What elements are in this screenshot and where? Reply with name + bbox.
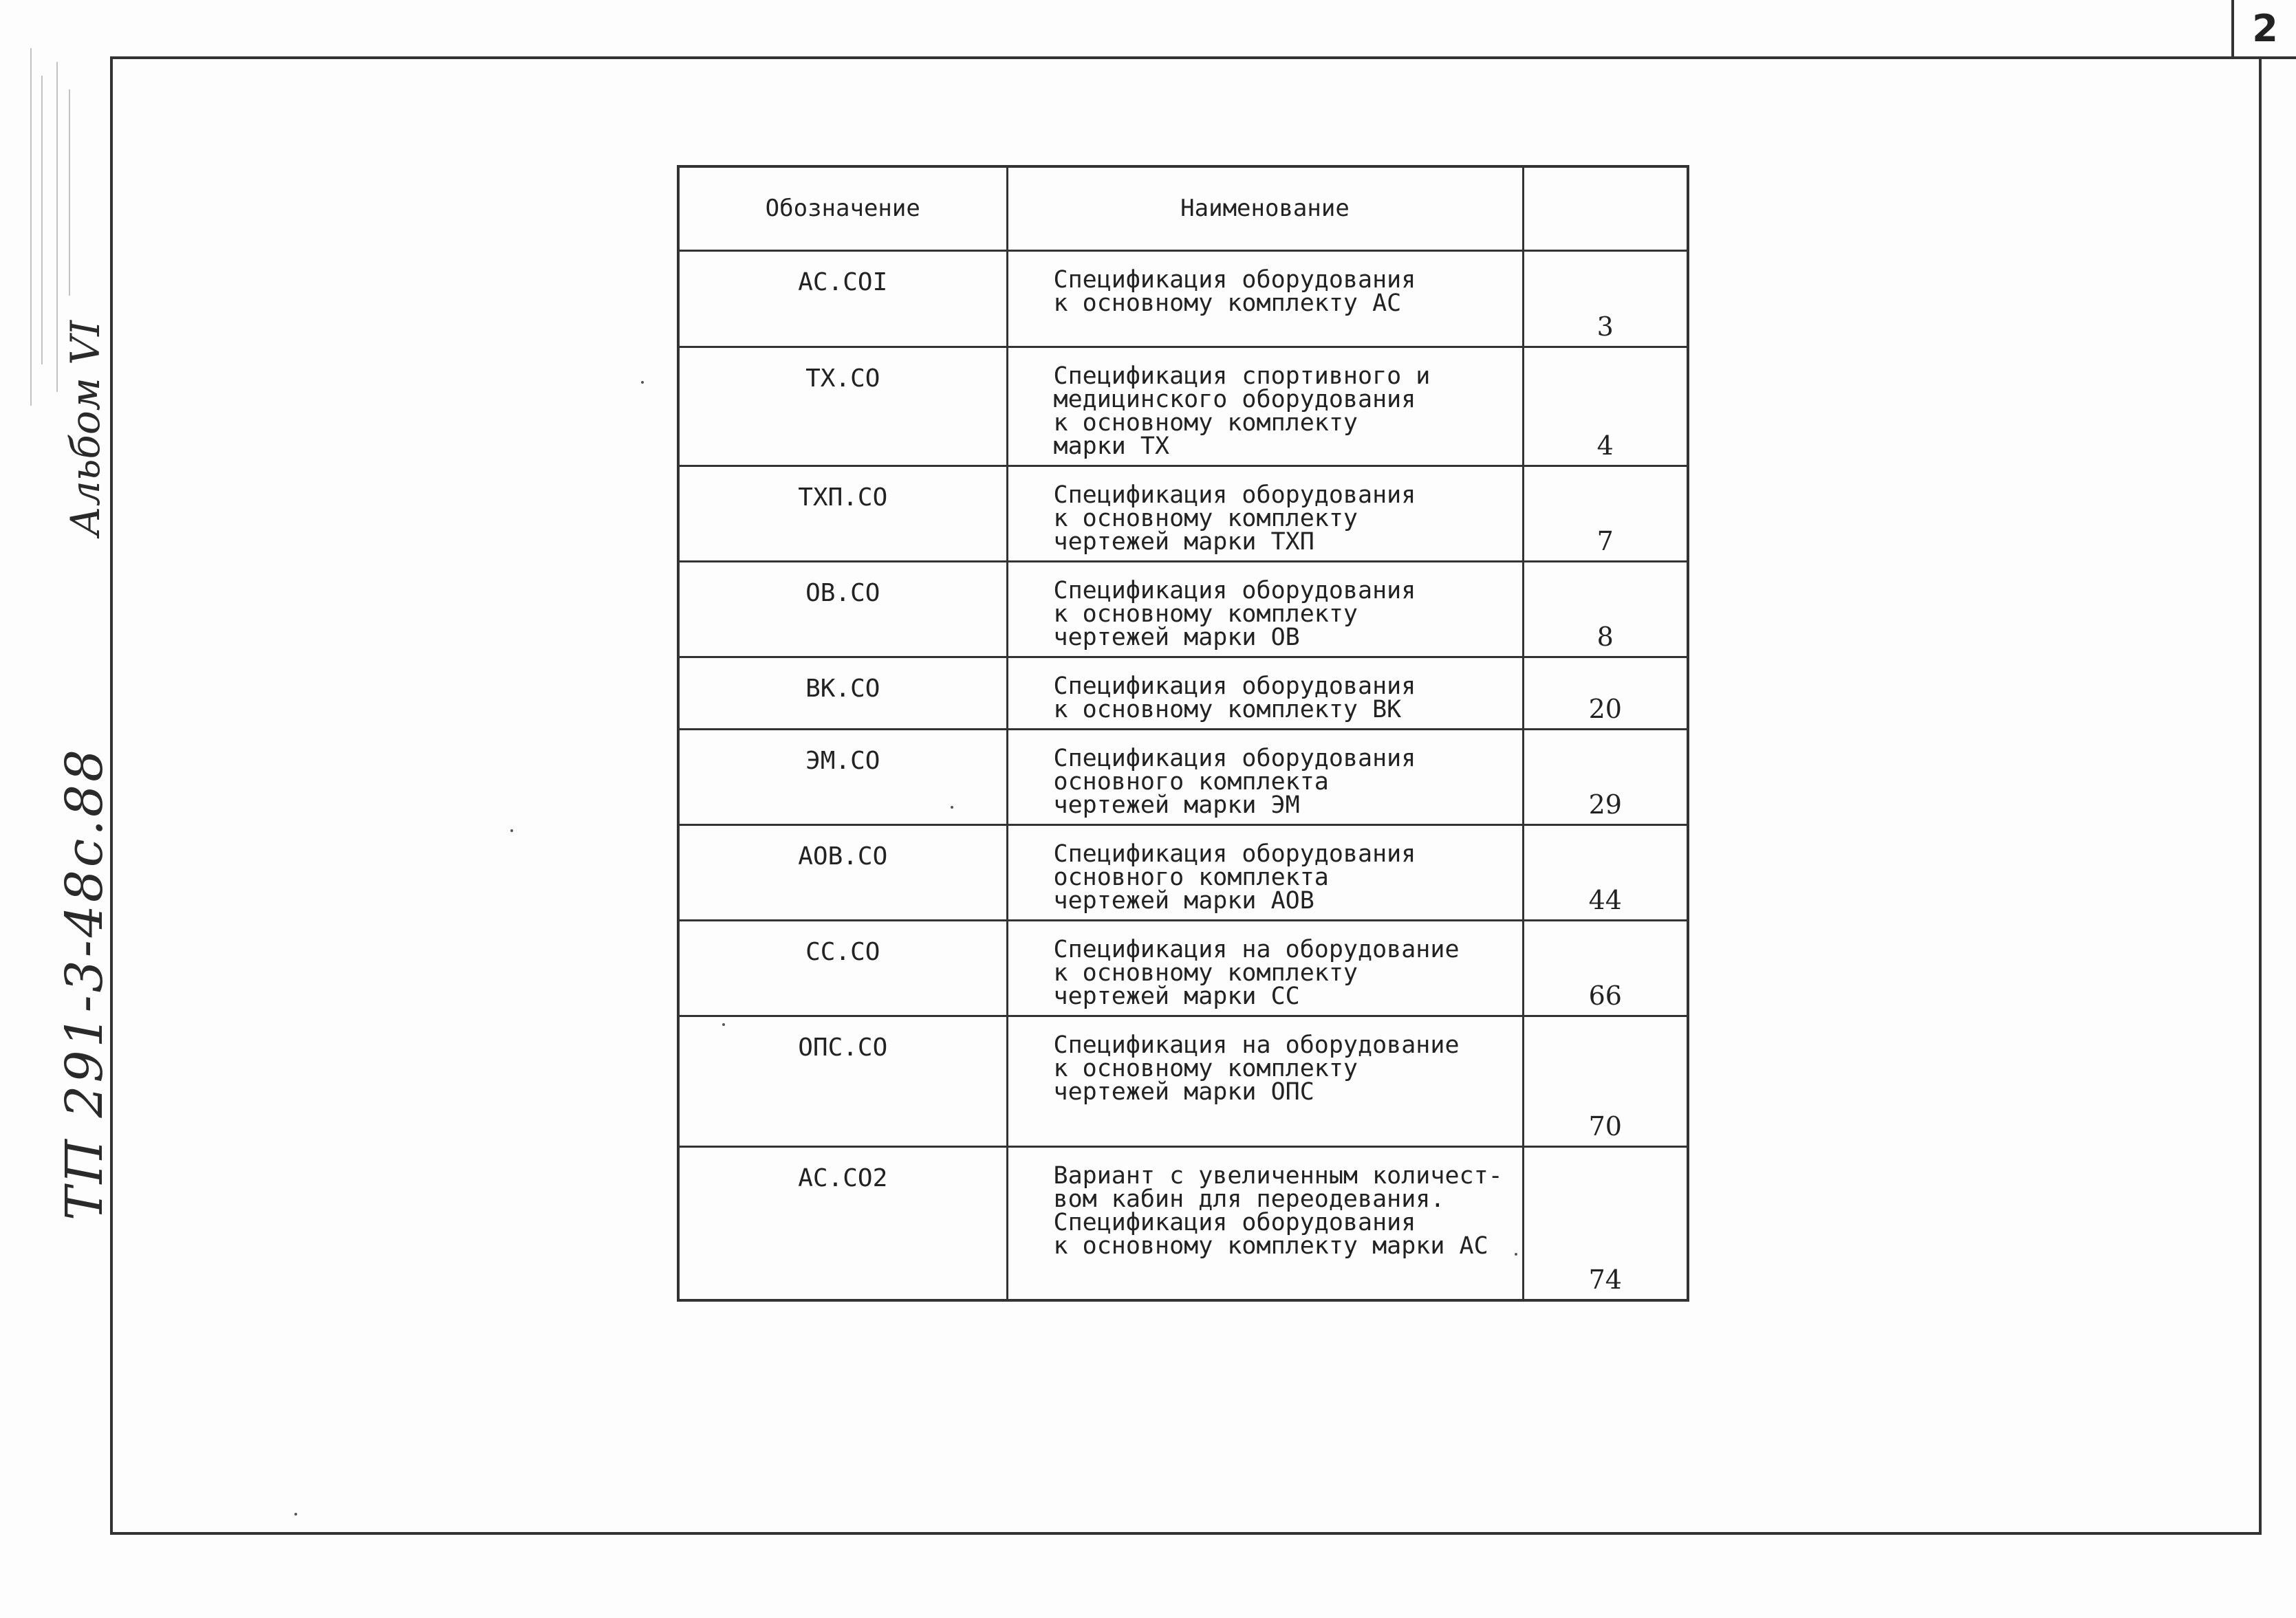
row-page: 7 — [1523, 466, 1688, 561]
scan-speck — [294, 1513, 297, 1516]
row-name: Вариант с увеличенным количест- вом кабин для переодевания. Спецификация оборудования к основному комплекту марки АС — [1007, 1146, 1523, 1300]
row-code: ОПС.СО — [678, 1016, 1007, 1146]
row-page: 4 — [1523, 347, 1688, 466]
table-row — [678, 466, 1688, 561]
table-row — [678, 920, 1688, 1016]
row-name: Спецификация оборудования к основному комплекту чертежей марки ТХП — [1007, 466, 1523, 561]
table-row — [678, 1016, 1688, 1146]
row-code: ОВ.СО — [678, 561, 1007, 657]
row-page: 8 — [1523, 561, 1688, 657]
row-name: Спецификация оборудования к основному комплекту ВК — [1007, 657, 1523, 729]
header-name: Наименование — [1007, 166, 1523, 250]
row-name: Спецификация спортивного и медицинского оборудования к основному комплекту марки ТХ — [1007, 347, 1523, 466]
document-code: ТП 291-3-48с.88 — [55, 746, 114, 1221]
header-page — [1523, 166, 1688, 250]
page-number: 2 — [2231, 0, 2296, 59]
table-row — [678, 729, 1688, 824]
row-name: Спецификация оборудования к основному комплекту чертежей марки ОВ — [1007, 561, 1523, 657]
table-row — [678, 1146, 1688, 1300]
row-page: 70 — [1523, 1016, 1688, 1146]
row-code: ТХП.СО — [678, 466, 1007, 561]
row-page: 20 — [1523, 657, 1688, 729]
row-name: Спецификация на оборудование к основному комплекту чертежей марки ОПС — [1007, 1016, 1523, 1146]
row-page: 3 — [1523, 250, 1688, 347]
row-name: Спецификация на оборудование к основному комплекту чертежей марки СС — [1007, 920, 1523, 1016]
table-row — [678, 657, 1688, 729]
row-code: АС.СОI — [678, 250, 1007, 347]
header-designation: Обозначение — [678, 166, 1007, 250]
row-code: ЭМ.СО — [678, 729, 1007, 824]
scan-speck — [722, 1023, 725, 1026]
row-code: СС.СО — [678, 920, 1007, 1016]
contents-table — [677, 165, 1689, 1302]
row-page: 74 — [1523, 1146, 1688, 1300]
album-label: Альбом VI — [62, 320, 109, 536]
scan-speck — [951, 806, 953, 809]
row-page: 29 — [1523, 729, 1688, 824]
row-page: 44 — [1523, 824, 1688, 920]
table-header-row — [678, 166, 1688, 250]
row-name: Спецификация оборудования к основному комплекту АС — [1007, 250, 1523, 347]
row-code: ТХ.СО — [678, 347, 1007, 466]
table-row — [678, 561, 1688, 657]
row-name: Спецификация оборудования основного комплекта чертежей марки ЭМ — [1007, 729, 1523, 824]
row-page: 66 — [1523, 920, 1688, 1016]
table-row — [678, 347, 1688, 466]
row-code: ВК.СО — [678, 657, 1007, 729]
scan-speck — [641, 381, 644, 384]
scan-speck — [510, 829, 513, 832]
row-code: АС.СО2 — [678, 1146, 1007, 1300]
row-code: АОВ.СО — [678, 824, 1007, 920]
row-name: Спецификация оборудования основного комплекта чертежей марки АОВ — [1007, 824, 1523, 920]
table-row — [678, 250, 1688, 347]
table-row — [678, 824, 1688, 920]
scan-speck — [1515, 1253, 1517, 1256]
